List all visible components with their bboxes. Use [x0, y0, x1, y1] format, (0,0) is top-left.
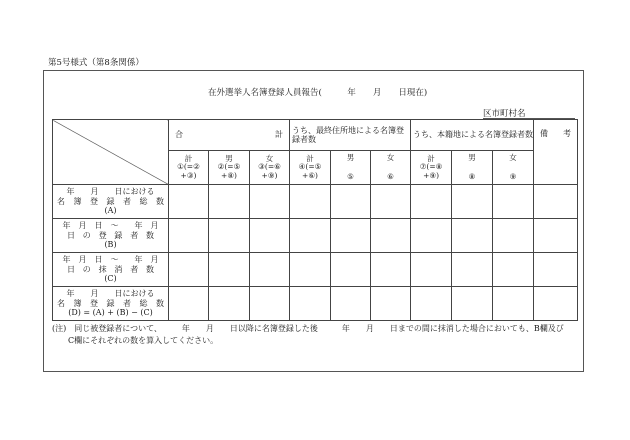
cell-input[interactable] — [250, 185, 290, 219]
cell-input[interactable] — [290, 253, 331, 287]
cell-input[interactable] — [209, 253, 250, 287]
cell-input[interactable] — [534, 253, 578, 287]
cell-input[interactable] — [290, 219, 331, 253]
cell-input[interactable] — [411, 253, 452, 287]
table-row — [53, 219, 578, 253]
cell-input[interactable] — [371, 219, 411, 253]
cell-input[interactable] — [331, 219, 371, 253]
report-table — [52, 119, 578, 321]
municipality-label: 区市町村名 — [483, 109, 526, 119]
row-label-d: 年 月 日における 名簿登録者総数 (D) = (A) + (B) − (C) — [53, 287, 169, 321]
cell-input[interactable] — [371, 185, 411, 219]
cell-input[interactable] — [493, 219, 534, 253]
table-row — [53, 253, 578, 287]
remarks-header: 備 考 — [534, 120, 578, 185]
cell-input[interactable] — [534, 287, 578, 321]
cell-input[interactable] — [169, 185, 209, 219]
diagonal-header-cell — [53, 120, 169, 185]
footnote-line-2: C欄にそれぞれの数を算入してください。 — [52, 336, 219, 345]
cell-input[interactable] — [169, 219, 209, 253]
cell-input[interactable] — [411, 287, 452, 321]
subheader-residence-sum: 計 ④(=⑤ +⑥) — [290, 151, 331, 185]
table-row — [53, 185, 578, 219]
cell-input[interactable] — [371, 253, 411, 287]
group-header-row — [53, 120, 578, 151]
subheader-residence-male: 男 ⑤ — [331, 151, 371, 185]
table-row — [53, 287, 578, 321]
row-label-b: 年 月 日 ～ 年 月 日の登録者数 (B) — [53, 219, 169, 253]
subheader-total-female: 女 ③(=⑥ +⑨) — [250, 151, 290, 185]
cell-input[interactable] — [452, 287, 493, 321]
cell-input[interactable] — [250, 253, 290, 287]
row-label-a: 年 月 日における 名簿登録者総数 (A) — [53, 185, 169, 219]
group-total: 合 計 — [169, 120, 290, 151]
cell-input[interactable] — [493, 287, 534, 321]
cell-input[interactable] — [209, 219, 250, 253]
cell-input[interactable] — [331, 287, 371, 321]
cell-input[interactable] — [290, 185, 331, 219]
cell-input[interactable] — [331, 185, 371, 219]
cell-input[interactable] — [209, 185, 250, 219]
cell-input[interactable] — [452, 219, 493, 253]
row-label-c: 年 月 日 ～ 年 月 日の抹消者数 (C) — [53, 253, 169, 287]
footnote-line-1: (注) 同じ被登録者について、 年 月 日以降に名簿登録した後 年 月 日までの間に抹消した場合においても、B欄及び — [52, 324, 564, 333]
group-domicile: うち、本籍地による名簿登録者数 — [411, 120, 534, 151]
subheader-total-male: 男 ②(=⑤ +⑧) — [209, 151, 250, 185]
subheader-domicile-female: 女 ⑨ — [493, 151, 534, 185]
report-title: 在外選挙人名簿登録人員報告( 年 月 日現在) — [208, 88, 428, 98]
cell-input[interactable] — [493, 185, 534, 219]
cell-input[interactable] — [250, 219, 290, 253]
footnote — [52, 323, 580, 347]
cell-input[interactable] — [411, 185, 452, 219]
subheader-domicile-male: 男 ⑧ — [452, 151, 493, 185]
cell-input[interactable] — [534, 185, 578, 219]
form-number-label: 第5号様式（第8条関係） — [48, 58, 144, 68]
group-residence: うち、最終住所地による名簿登録者数 — [290, 120, 411, 151]
cell-input[interactable] — [169, 287, 209, 321]
subheader-domicile-sum: 計 ⑦(=⑧ +⑨) — [411, 151, 452, 185]
cell-input[interactable] — [452, 185, 493, 219]
cell-input[interactable] — [250, 287, 290, 321]
cell-input[interactable] — [209, 287, 250, 321]
cell-input[interactable] — [411, 219, 452, 253]
cell-input[interactable] — [371, 287, 411, 321]
cell-input[interactable] — [290, 287, 331, 321]
cell-input[interactable] — [534, 219, 578, 253]
cell-input[interactable] — [493, 253, 534, 287]
subheader-residence-female: 女 ⑥ — [371, 151, 411, 185]
cell-input[interactable] — [452, 253, 493, 287]
cell-input[interactable] — [331, 253, 371, 287]
subheader-total-sum: 計 ①(=② +③) — [169, 151, 209, 185]
cell-input[interactable] — [169, 253, 209, 287]
